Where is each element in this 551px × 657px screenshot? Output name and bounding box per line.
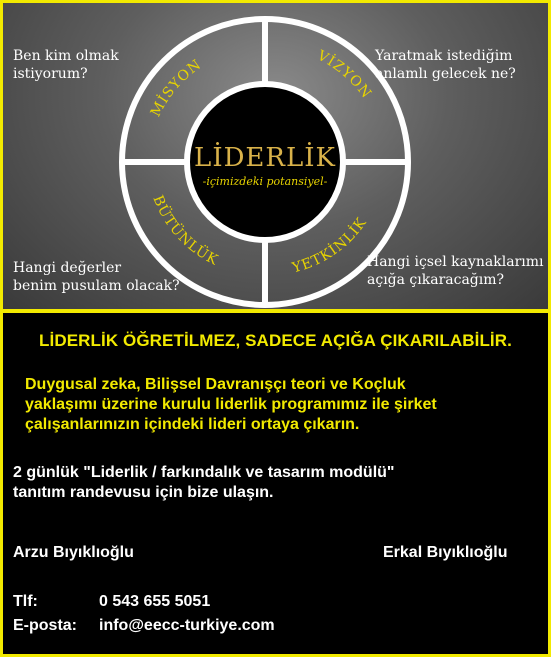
invite-line: tanıtım randevusu için bize ulaşın. [13, 484, 274, 501]
program-description [25, 375, 545, 435]
contact-name-right: Erkal Bıyıklıoğlu [383, 544, 508, 561]
program-description-line: yaklaşımı üzerine kurulu liderlik programımız ile şirket [25, 396, 437, 413]
center-title: LİDERLİK [194, 143, 336, 173]
phone-label: Tlf: [13, 593, 38, 610]
leadership-diagram-banner [3, 3, 548, 309]
info-panel [3, 313, 548, 654]
question-bottom-left: Hangi değerler benim pusulam olacak? [13, 260, 180, 294]
program-description-line: Duygusal zeka, Bilişsel Davranışçı teori ve Koçluk [25, 376, 406, 393]
phone-number: 0 543 655 5051 [99, 593, 211, 610]
center-subtitle: -içimizdeki potansiyel- [202, 175, 328, 188]
email-address: info@eecc-turkiye.com [99, 617, 275, 634]
question-bottom-right: Hangi içsel kaynaklarımı açığa çıkaracağım? [367, 254, 544, 288]
contact-name-left: Arzu Bıyıklıoğlu [13, 544, 134, 561]
invite-line: 2 günlük "Liderlik / farkındalık ve tasarım modülü" [13, 464, 395, 481]
flyer [3, 3, 548, 654]
quadrant-label-misyon: MİSYON [147, 56, 205, 120]
quadrant-label-butunluk: BÜTÜNLÜK [149, 193, 221, 269]
email-label: E-posta: [13, 617, 77, 634]
quadrant-label-yetkinlik: YETKİNLİK [290, 214, 371, 277]
question-top-right: Yaratmak istediğim anlamlı gelecek ne? [375, 48, 516, 82]
tagline: LİDERLİK ÖĞRETİLMEZ, SADECE AÇIĞA ÇIKARILABİLİR. [39, 331, 512, 350]
question-top-left: Ben kim olmak istiyorum? [13, 48, 119, 82]
quadrant-label-vizyon: VİZYON [314, 47, 375, 102]
appointment-invite [13, 463, 543, 503]
program-description-line: çalışanlarınızın içindeki lideri ortaya çıkarın. [25, 416, 360, 433]
